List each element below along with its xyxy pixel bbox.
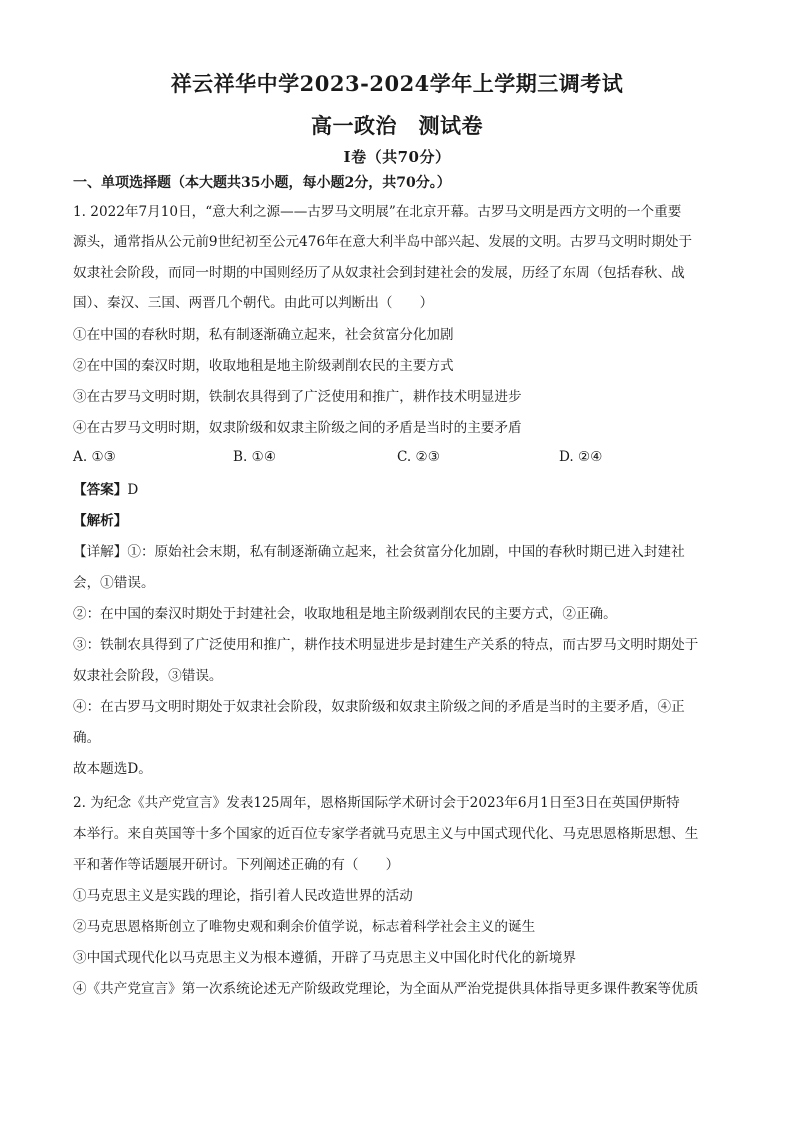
q1-detail-line: 会，①错误。	[73, 575, 155, 591]
q1-detail-line: ④：在古罗马文明时期处于奴隶社会阶段，奴隶阶级和奴隶主阶级之间的矛盾是当时的主要矛盾，④正	[73, 699, 685, 715]
q1-stem-line: 源头，通常指从公元前9世纪初至公元476年在意大利半岛中部兴起、发展的文明。古罗马文明时期处于	[73, 234, 693, 250]
q1-detail-line: 【详解】①：原始社会末期，私有制逐渐确立起来，社会贫富分化加剧，中国的春秋时期已进入封建社	[73, 544, 685, 560]
q1-answer-row	[73, 480, 721, 500]
section-heading: 一、单项选择题（本大题共35小题，每小题2分，共70分。）	[73, 175, 451, 191]
q2-stem-line: 平和著作等话题展开研讨。下列阐述正确的有（ ）	[73, 857, 400, 873]
q2-statement: ①马克思主义是实践的理论，指引着人民改造世界的活动	[73, 888, 413, 904]
q1-options	[73, 449, 721, 469]
q1-detail-line: 确。	[73, 730, 101, 746]
q1-statement: ④在古罗马文明时期，奴隶阶级和奴隶主阶级之间的矛盾是当时的主要矛盾	[73, 420, 522, 436]
q2-statement: ④《共产党宣言》第一次系统论述无产阶级政党理论，为全面从严治党提供具体指导更多课件教案等优质	[73, 981, 699, 997]
q1-statement: ③在古罗马文明时期，铁制农具得到了广泛使用和推广，耕作技术明显进步	[73, 389, 522, 405]
exam-title: 祥云祥华中学2023-2024学年上学期三调考试	[170, 71, 624, 96]
answer-value: D	[127, 482, 139, 498]
q2-stem-line: 本举行。来自英国等十多个国家的近百位专家学者就马克思主义与中国式现代化、马克思恩格斯思想、生	[73, 826, 699, 842]
answer-tag: 【答案】	[73, 482, 128, 498]
q1-detail-line: 奴隶社会阶段，③错误。	[73, 668, 223, 684]
q1-stem-line: 国）、秦汉、三国、两晋几个朝代。由此可以判断出（ ）	[73, 295, 434, 311]
q1-detail-line: ③：铁制农具得到了广泛使用和推广，耕作技术明显进步是封建生产关系的特点，而古罗马文明时期处于	[73, 637, 699, 653]
q1-stem-line: 1. 2022年7月10日，“意大利之源——古罗马文明展”在北京开幕。古罗马文明是西方文明的一个重要	[73, 204, 682, 220]
q1-analysis-tag	[73, 511, 721, 531]
q1-detail-line: ②：在中国的秦汉时期处于封建社会，收取地租是地主阶级剥削农民的主要方式，②正确。	[73, 606, 617, 622]
q1-option-b[interactable]: B. ①④	[233, 449, 277, 465]
q1-statement: ①在中国的春秋时期，私有制逐渐确立起来，社会贫富分化加剧	[73, 327, 454, 343]
q1-detail-line: 故本题选D。	[73, 761, 152, 777]
q1-statement: ②在中国的秦汉时期，收取地租是地主阶级剥削农民的主要方式	[73, 358, 454, 374]
q2-statement: ②马克思恩格斯创立了唯物史观和剩余价值学说，标志着科学社会主义的诞生	[73, 919, 536, 935]
analysis-tag: 【解析】	[73, 513, 128, 529]
exam-subtitle: 高一政治 测试卷	[311, 113, 483, 138]
volume-heading: Ⅰ卷（共70分）	[343, 148, 451, 166]
q1-option-d[interactable]: D. ②④	[559, 449, 603, 465]
q1-stem-line: 奴隶社会阶段，而同一时期的中国则经历了从奴隶社会到封建社会的发展，历经了东周（包括春秋、战	[73, 265, 685, 281]
q1-option-c[interactable]: C. ②③	[397, 449, 440, 465]
q2-stem-line: 2. 为纪念《共产党宣言》发表125周年，恩格斯国际学术研讨会于2023年6月1日至3日在英国伊斯特	[73, 795, 680, 811]
q2-statement: ③中国式现代化以马克思主义为根本遵循，开辟了马克思主义中国化时代化的新境界	[73, 950, 576, 966]
q1-option-a[interactable]: A. ①③	[73, 449, 116, 465]
